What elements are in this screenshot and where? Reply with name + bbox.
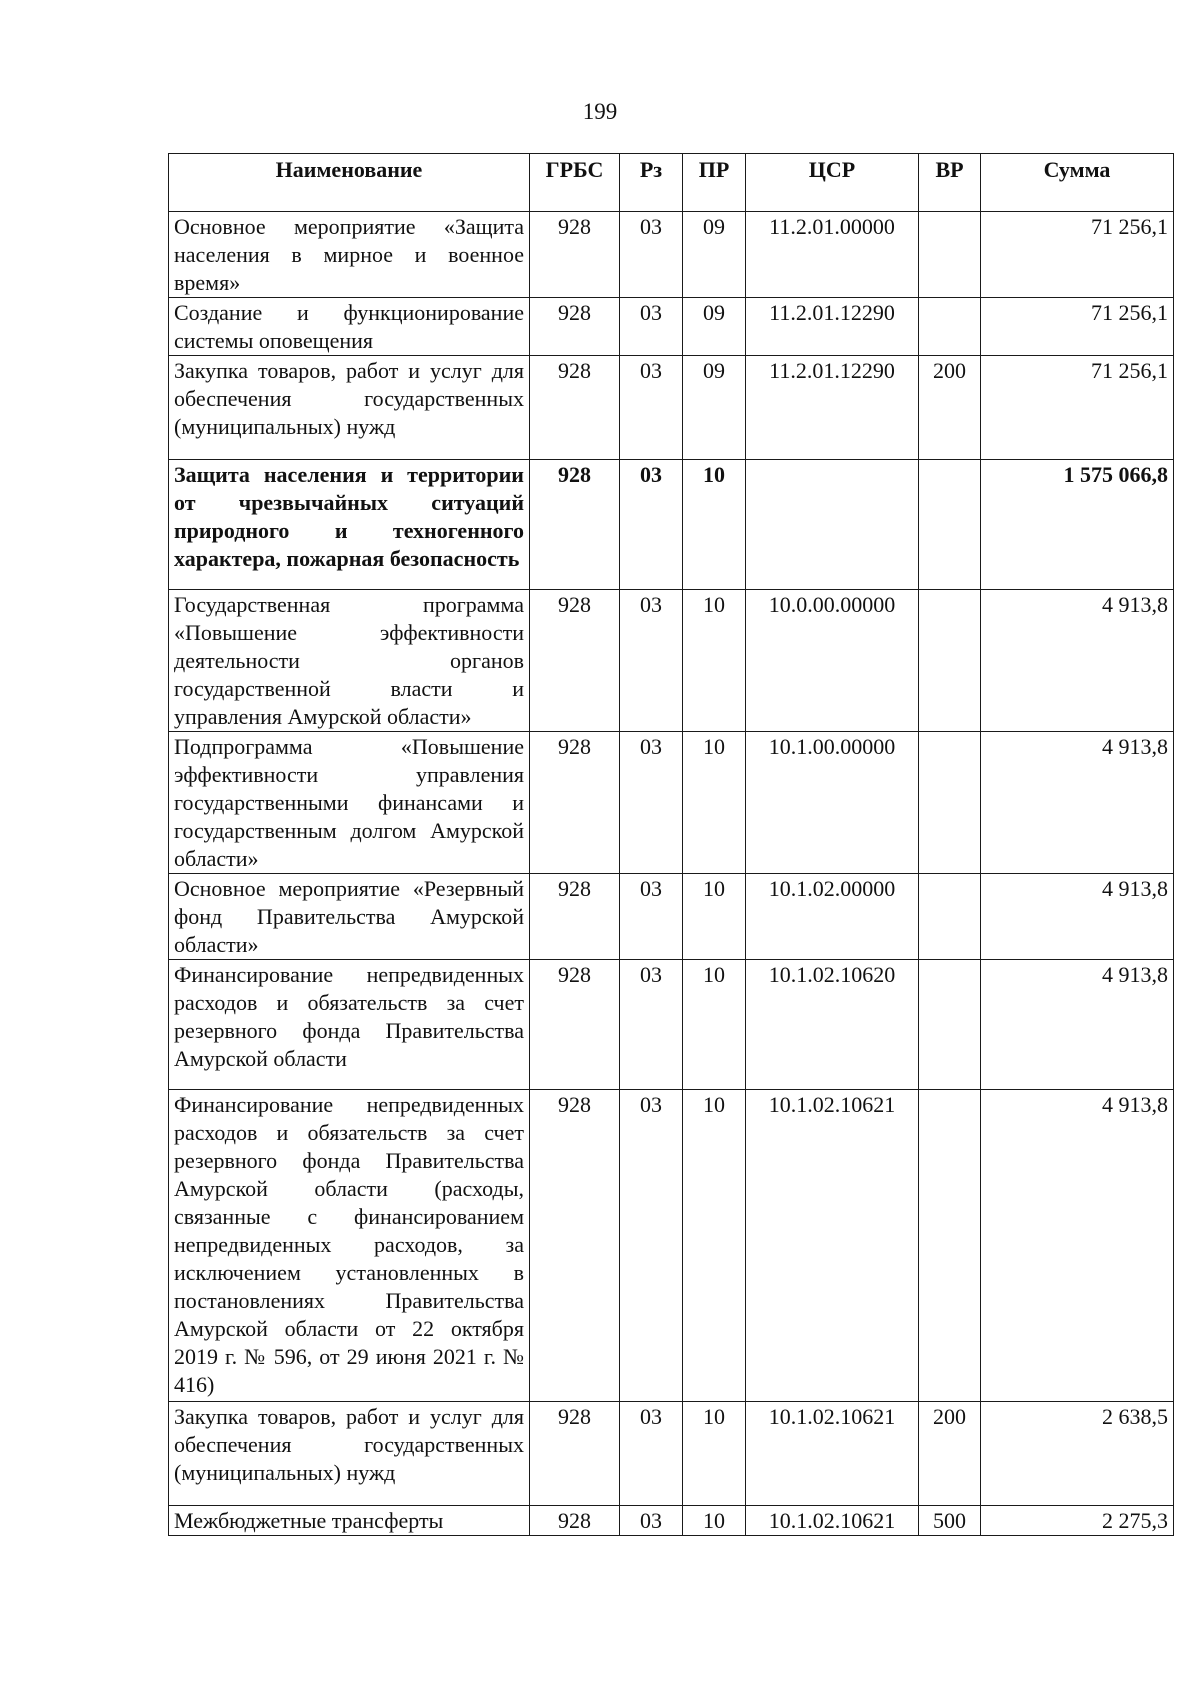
cell-csr: 11.2.01.00000 — [746, 212, 919, 298]
cell-sum: 2 275,3 — [981, 1506, 1174, 1536]
cell-vr — [919, 298, 981, 356]
table-header-row — [169, 154, 1174, 212]
cell-grbs: 928 — [530, 460, 620, 590]
cell-rz: 03 — [620, 298, 683, 356]
header-name: Наименование — [169, 154, 530, 212]
cell-vr: 500 — [919, 1506, 981, 1536]
table-row — [169, 356, 1174, 460]
cell-pr: 09 — [683, 356, 746, 460]
cell-grbs: 928 — [530, 1090, 620, 1402]
table-row — [169, 1506, 1174, 1536]
cell-sum: 71 256,1 — [981, 298, 1174, 356]
cell-csr: 10.1.02.10621 — [746, 1402, 919, 1506]
cell-pr: 09 — [683, 212, 746, 298]
cell-csr: 10.1.02.10621 — [746, 1506, 919, 1536]
table-row — [169, 874, 1174, 960]
cell-sum: 2 638,5 — [981, 1402, 1174, 1506]
cell-grbs: 928 — [530, 732, 620, 874]
cell-grbs: 928 — [530, 298, 620, 356]
cell-csr: 11.2.01.12290 — [746, 356, 919, 460]
cell-sum: 4 913,8 — [981, 732, 1174, 874]
table-row — [169, 1402, 1174, 1506]
cell-name: Закупка товаров, работ и услуг для обеспечения государственных (муниципальных) нужд — [169, 356, 530, 460]
cell-name: Создание и функционирование системы оповещения — [169, 298, 530, 356]
cell-grbs: 928 — [530, 356, 620, 460]
cell-vr — [919, 1090, 981, 1402]
cell-vr — [919, 960, 981, 1090]
cell-rz: 03 — [620, 590, 683, 732]
cell-grbs: 928 — [530, 212, 620, 298]
cell-name: Финансирование непредвиденных расходов и обязательств за счет резервного фонда Правительства Амурской области (расходы, связанные с финансированием непредвиденных расходов, за исключением установленных в постановлениях Правительства Амурской области от 22 октября 2019 г. № 596, от 29 июня 2021 г. № 416) — [169, 1090, 530, 1402]
cell-pr: 10 — [683, 732, 746, 874]
cell-name: Финансирование непредвиденных расходов и обязательств за счет резервного фонда Правительства Амурской области — [169, 960, 530, 1090]
cell-vr — [919, 732, 981, 874]
cell-csr: 10.1.02.10620 — [746, 960, 919, 1090]
cell-pr: 10 — [683, 1506, 746, 1536]
header-vr: ВР — [919, 154, 981, 212]
table-row — [169, 212, 1174, 298]
cell-sum: 71 256,1 — [981, 356, 1174, 460]
cell-name: Основное мероприятие «Резервный фонд Правительства Амурской области» — [169, 874, 530, 960]
cell-csr: 10.1.00.00000 — [746, 732, 919, 874]
cell-rz: 03 — [620, 212, 683, 298]
cell-csr: 10.1.02.10621 — [746, 1090, 919, 1402]
table-row — [169, 732, 1174, 874]
cell-rz: 03 — [620, 356, 683, 460]
cell-csr: 10.1.02.00000 — [746, 874, 919, 960]
cell-rz: 03 — [620, 460, 683, 590]
header-grbs: ГРБС — [530, 154, 620, 212]
table-row-section — [169, 460, 1174, 590]
cell-rz: 03 — [620, 874, 683, 960]
header-pr: ПР — [683, 154, 746, 212]
cell-sum: 4 913,8 — [981, 960, 1174, 1090]
cell-grbs: 928 — [530, 874, 620, 960]
cell-sum: 4 913,8 — [981, 1090, 1174, 1402]
table-row — [169, 1090, 1174, 1402]
cell-name: Государственная программа «Повышение эффективности деятельности органов государственной власти и управления Амурской области» — [169, 590, 530, 732]
cell-rz: 03 — [620, 1090, 683, 1402]
cell-rz: 03 — [620, 960, 683, 1090]
cell-pr: 10 — [683, 1090, 746, 1402]
cell-pr: 10 — [683, 460, 746, 590]
page-number: 199 — [582, 99, 618, 124]
cell-name: Закупка товаров, работ и услуг для обеспечения государственных (муниципальных) нужд — [169, 1402, 530, 1506]
cell-pr: 10 — [683, 1402, 746, 1506]
header-rz: Рз — [620, 154, 683, 212]
header-sum: Сумма — [981, 154, 1174, 212]
cell-pr: 10 — [683, 960, 746, 1090]
cell-csr — [746, 460, 919, 590]
cell-vr — [919, 874, 981, 960]
cell-rz: 03 — [620, 732, 683, 874]
cell-rz: 03 — [620, 1506, 683, 1536]
cell-pr: 10 — [683, 590, 746, 732]
cell-grbs: 928 — [530, 1506, 620, 1536]
cell-grbs: 928 — [530, 590, 620, 732]
cell-sum: 4 913,8 — [981, 874, 1174, 960]
cell-name: Защита населения и территории от чрезвычайных ситуаций природного и техногенного характера, пожарная безопасность — [169, 460, 530, 590]
header-csr: ЦСР — [746, 154, 919, 212]
table-row — [169, 590, 1174, 732]
table-row — [169, 298, 1174, 356]
cell-name: Подпрограмма «Повышение эффективности управления государственными финансами и государственным долгом Амурской области» — [169, 732, 530, 874]
budget-table — [168, 153, 1174, 1536]
cell-sum: 71 256,1 — [981, 212, 1174, 298]
cell-rz: 03 — [620, 1402, 683, 1506]
cell-vr — [919, 590, 981, 732]
cell-sum: 4 913,8 — [981, 590, 1174, 732]
cell-name: Основное мероприятие «Защита населения в мирное и военное время» — [169, 212, 530, 298]
cell-vr — [919, 460, 981, 590]
cell-vr: 200 — [919, 1402, 981, 1506]
cell-pr: 10 — [683, 874, 746, 960]
cell-grbs: 928 — [530, 960, 620, 1090]
table-row — [169, 960, 1174, 1090]
cell-csr: 11.2.01.12290 — [746, 298, 919, 356]
cell-csr: 10.0.00.00000 — [746, 590, 919, 732]
cell-grbs: 928 — [530, 1402, 620, 1506]
cell-vr: 200 — [919, 356, 981, 460]
cell-vr — [919, 212, 981, 298]
cell-sum: 1 575 066,8 — [981, 460, 1174, 590]
cell-name: Межбюджетные трансферты — [169, 1506, 530, 1536]
cell-pr: 09 — [683, 298, 746, 356]
